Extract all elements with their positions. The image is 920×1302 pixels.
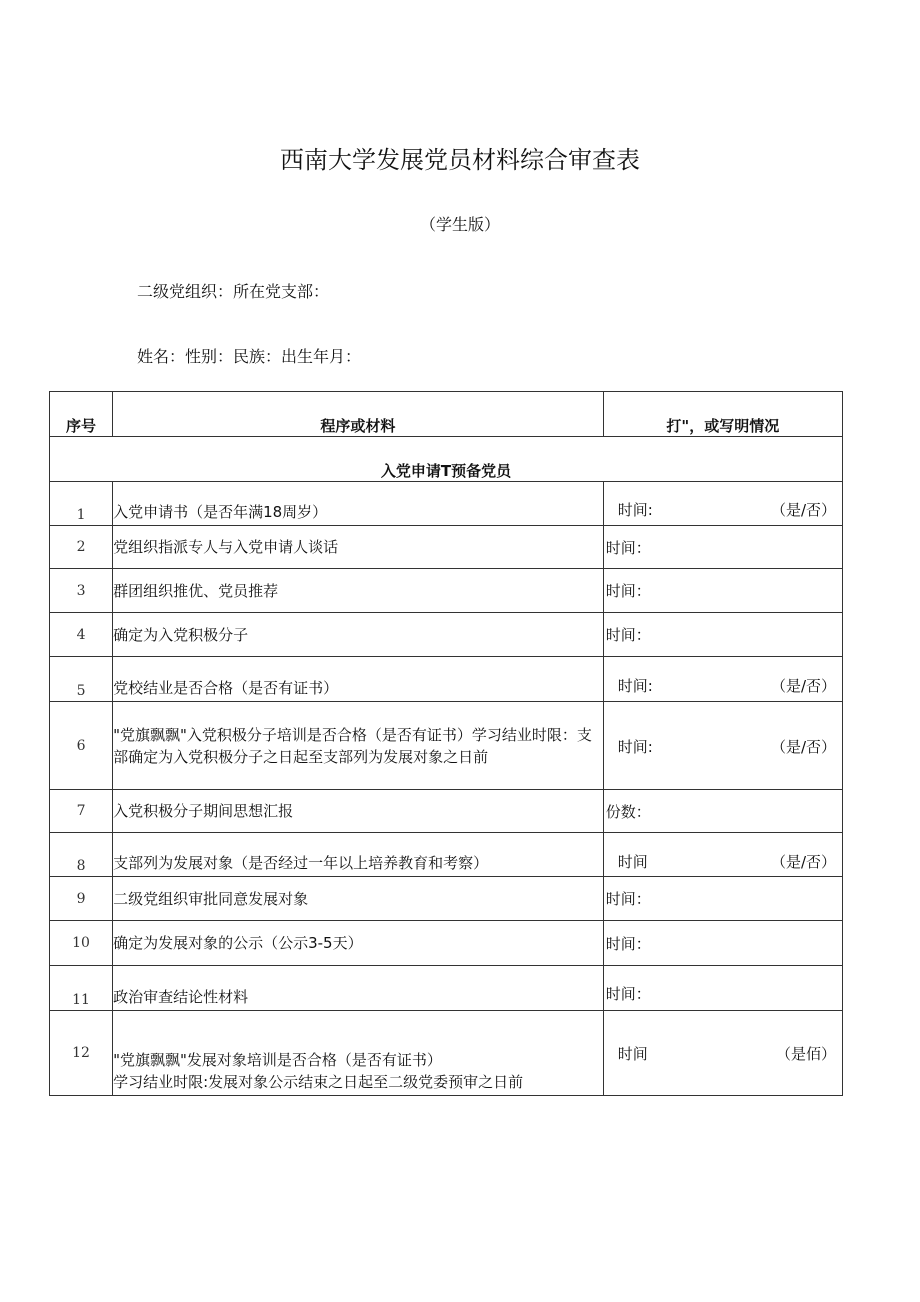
info-line-party-org: 二级党组织：所在党支部： <box>137 282 330 301</box>
row-item: 二级党组织审批同意发展对象 <box>113 877 604 921</box>
row-item: 入党积极分子期间思想汇报 <box>113 790 604 833</box>
row-status: 时间 <box>617 853 648 871</box>
row-status: 时间： <box>605 582 651 600</box>
table-row <box>50 613 843 657</box>
row-status-cell[interactable] <box>603 790 842 833</box>
row-status-cell[interactable] <box>603 921 842 966</box>
row-number: 9 <box>50 877 113 921</box>
row-status-cell[interactable] <box>603 833 842 877</box>
row-status-cell[interactable] <box>603 657 842 702</box>
row-number: 4 <box>50 613 113 657</box>
row-status: 时间 <box>617 1045 648 1063</box>
row-number: 11 <box>50 966 113 1011</box>
row-status: 时间： <box>605 626 651 644</box>
table-row <box>50 657 843 702</box>
row-status: 时间: <box>617 677 653 695</box>
header-status: 打"，或写明情况 <box>603 392 842 437</box>
row-item: 确定为入党积极分子 <box>113 613 604 657</box>
row-status: 时间: <box>617 501 653 519</box>
row-item: 党组织指派专人与入党申请人谈话 <box>113 526 604 569</box>
row-choice: （是/否） <box>770 738 836 756</box>
row-status-cell[interactable] <box>603 482 842 526</box>
row-item-line2: 学习结业时限:发展对象公示结束之日起至二级党委预审之日前 <box>113 1073 524 1091</box>
row-number: 12 <box>50 1011 113 1096</box>
table-row <box>50 569 843 613</box>
page-title: 西南大学发展党员材料综合审查表 <box>280 146 640 174</box>
row-status: 份数： <box>605 803 651 821</box>
row-status: 时间： <box>605 985 651 1003</box>
row-item: 党校结业是否合格（是否有证书） <box>113 657 604 702</box>
row-status-cell[interactable] <box>603 526 842 569</box>
row-status-cell[interactable] <box>603 1011 842 1096</box>
info-line-personal: 姓名：性别：民族：出生年月： <box>137 347 362 366</box>
header-number: 序号 <box>50 392 113 437</box>
row-item: 支部列为发展对象（是否经过一年以上培养教育和考察） <box>113 833 604 877</box>
table-row <box>50 877 843 921</box>
row-number: 8 <box>50 833 113 877</box>
row-status-cell[interactable] <box>603 966 842 1011</box>
row-number: 5 <box>50 657 113 702</box>
table-row <box>50 790 843 833</box>
row-status: 时间： <box>605 539 651 557</box>
table-row <box>50 702 843 790</box>
table-row <box>50 1011 843 1096</box>
row-choice: （是/否） <box>770 501 836 519</box>
row-number: 2 <box>50 526 113 569</box>
table-header-row <box>50 392 843 437</box>
row-item: 入党申请书（是否年满18周岁） <box>113 482 604 526</box>
review-table <box>49 391 843 1096</box>
section-row <box>50 437 843 482</box>
row-number: 3 <box>50 569 113 613</box>
header-procedure: 程序或材料 <box>113 392 604 437</box>
row-choice: （是佰） <box>775 1045 836 1063</box>
row-status: 时间： <box>605 890 651 908</box>
row-item: 政治审查结论性材料 <box>113 966 604 1011</box>
row-number: 7 <box>50 790 113 833</box>
row-item <box>113 1011 604 1096</box>
row-item: 群团组织推优、党员推荐 <box>113 569 604 613</box>
table-row <box>50 921 843 966</box>
row-choice: （是/否） <box>770 677 836 695</box>
row-status-cell[interactable] <box>603 877 842 921</box>
table-row <box>50 833 843 877</box>
row-number: 6 <box>50 702 113 790</box>
row-item: 确定为发展对象的公示（公示3-5天） <box>113 921 604 966</box>
page-subtitle: （学生版） <box>419 215 500 234</box>
row-status-cell[interactable] <box>603 702 842 790</box>
row-status-cell[interactable] <box>603 613 842 657</box>
row-status: 时间： <box>605 935 651 953</box>
table-row <box>50 482 843 526</box>
row-status: 时间: <box>617 738 653 756</box>
row-status-cell[interactable] <box>603 569 842 613</box>
row-choice: （是/否） <box>770 853 836 871</box>
table-row <box>50 526 843 569</box>
section-title: 入党申请T预备党员 <box>50 437 843 482</box>
row-item-line1: "党旗飘飘"发展对象培训是否合格（是否有证书） <box>113 1051 442 1069</box>
row-item: "党旗飘飘"入党积极分子培训是否合格（是否有证书）学习结业时限：支部确定为入党积极分子之日起至支部列为发展对象之日前 <box>113 702 604 790</box>
row-number: 1 <box>50 482 113 526</box>
table-row <box>50 966 843 1011</box>
row-number: 10 <box>50 921 113 966</box>
